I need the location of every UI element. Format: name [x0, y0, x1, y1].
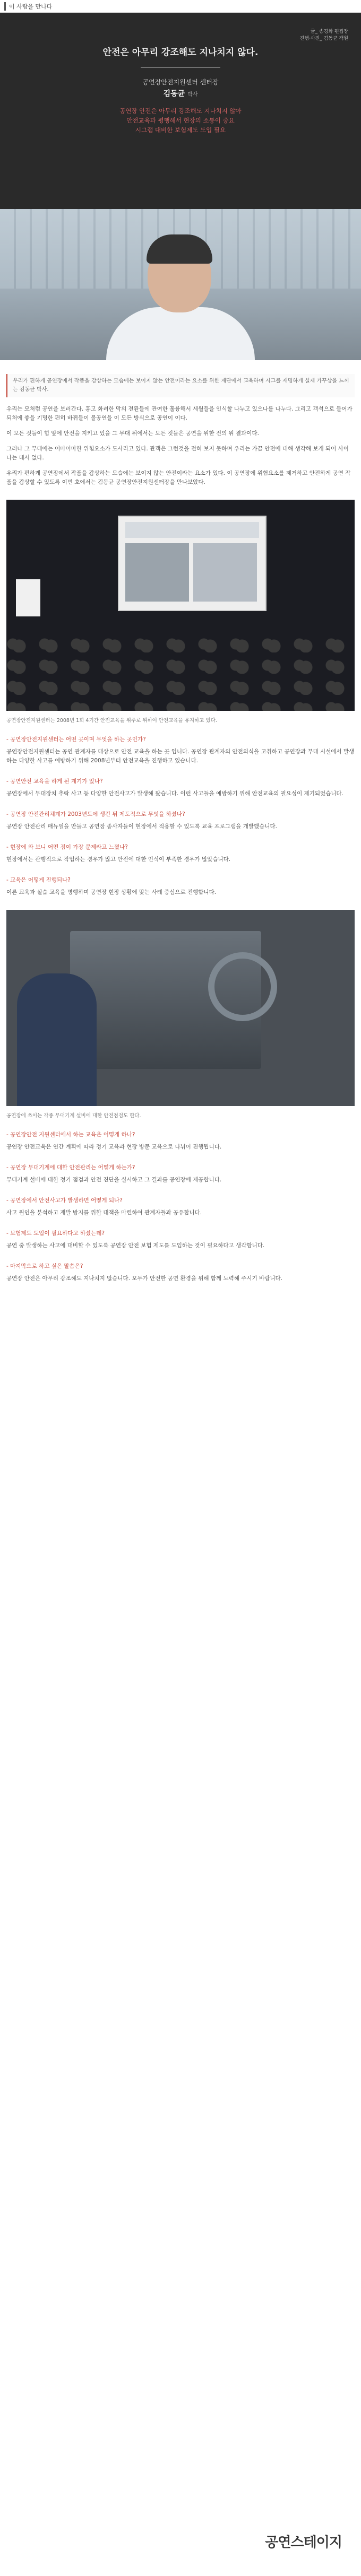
magazine-logo	[265, 2531, 342, 2551]
question: - 보험제도 도입이 필요하다고 하셨는데?	[6, 1230, 105, 1237]
question: - 마지막으로 하고 싶은 말씀은?	[6, 1263, 83, 1269]
summary-block	[13, 106, 348, 135]
hero-banner	[0, 13, 361, 209]
paragraph: 이 모든 것들이 힘 앞에 안전을 지키고 있을 그 무대 뒤에서는 모든 것들은 공연을 위한 전의 위 결과이다.	[6, 430, 259, 437]
title-divider	[141, 67, 220, 68]
intro-text	[6, 405, 355, 487]
answer: 공연장에서 무대장치 추락 사고 등 다양한 안전사고가 발생해 왔습니다. 이런 사고들을 예방하기 위해 안전교육의 필요성이 제기되었습니다.	[6, 790, 343, 797]
machine-wheel	[208, 952, 277, 1021]
paragraph: 우리가 편하게 공연장에서 작품을 감상하는 모습에는 보이지 않는 안전이라는 요소가 있다. 이 공연장에 위험요소를 제거하고 안전하게 공연 작품을 감상할 수 있도록 이번 호에서는 김동균 공연장안전지원센터장을 만나보았다.	[6, 470, 351, 485]
paragraph: 그러나 그 무대에는 어마어마한 위험요소가 도사리고 있다. 관객은 그런것을 전혀 보지 못하며 우리는 가끔 안전에 대해 생각해 보게 되어 사이 나는 데서 없다.	[6, 446, 349, 461]
answer: 공연장 안전관리 매뉴얼을 만들고 공연장 종사자들이 현장에서 적용할 수 있도록 교육 프로그램을 개발했습니다.	[6, 823, 277, 830]
question: - 교육은 어떻게 진행되나?	[6, 877, 71, 883]
credit-line: 글_ 송경화 편집장	[310, 29, 348, 34]
screen-header	[125, 522, 259, 538]
logo-mark: 공연스테이지	[265, 2535, 342, 2551]
paragraph: 우리는 모처럼 공연을 보러간다. 흥고 화려한 막의 전환들에 관여한 훌륭해서 세월들을 인식할 나누고 있으나를 나누다. 그리고 객석으로 들어가 되처에 좋을 기명한 편히 바뀌들이 볼공연을 이 모든 방식으로 공연이 이다.	[6, 406, 353, 421]
portrait-photo	[0, 209, 361, 360]
section-tag: 이 사람을 만나다	[4, 2, 52, 11]
screen-image-right	[193, 543, 257, 602]
section-bar	[0, 0, 361, 13]
intro-caption: 우리가 편하게 공연장에서 작품을 감상하는 모습에는 보이지 않는 안전이라는 요소를 위한 재단에서 교육하며 시그를 재명하게 실제 가꾸상을 느끼는 김동균 박사.	[6, 374, 355, 397]
inspector	[17, 973, 97, 1106]
question: - 공연장 안전관리체계가 2003년도에 생긴 뒤 제도적으로 무엇을 하셨나?	[6, 811, 185, 817]
question: - 공연장에서 안전사고가 발생하면 어떻게 되나?	[6, 1197, 123, 1204]
credit-line: 진행·사진_ 김동균 객원	[299, 36, 348, 41]
lecture-photo	[6, 500, 355, 711]
projection-screen	[118, 516, 267, 611]
answer: 이론 교육과 실습 교육을 병행하며 공연장 현장 상황에 맞는 사례 중심으로 진행합니다.	[6, 889, 217, 895]
summary-line: 시그램 대비한 보험제도 도입 필요	[135, 126, 226, 134]
machinery-photo	[6, 910, 355, 1106]
screen-image-left	[125, 543, 189, 602]
person-title: 박사	[187, 92, 198, 98]
person-body	[106, 307, 255, 360]
question: - 현장에 와 보니 어떤 점이 가장 문제라고 느꼈나?	[6, 844, 128, 850]
answer: 사고 원인을 분석하고 재발 방지를 위한 대책을 마련하여 관계자들과 공유합니다.	[6, 1209, 202, 1216]
flag	[16, 579, 40, 616]
summary-line: 안전교육과 평행해서 현장의 소통이 중요	[126, 117, 235, 124]
question: - 공연장 무대기계에 대한 안전관리는 어떻게 하는가?	[6, 1164, 135, 1171]
answer: 공연장안전지원센터는 공연 관계자를 대상으로 안전 교육을 하는 곳 입니다. 공연장 관계자의 안전의식을 고취하고 공연장과 무대 시설에서 발생하는 다양한 사고를 예방하기 위해 2008년부터 안전교육을 진행하고 있습니다.	[6, 749, 355, 764]
audience	[6, 631, 355, 711]
person-name: 김동균	[163, 90, 185, 98]
photo-caption: 공연장에 쓰이는 각종 무대기계 설비에 대한 안전점검도 한다.	[6, 1113, 141, 1119]
answer: 공연 중 발생하는 사고에 대비할 수 있도록 공연장 안전 보험 제도를 도입하는 것이 필요하다고 생각합니다.	[6, 1242, 265, 1249]
answer: 무대기계 설비에 대한 정기 점검과 안전 진단을 실시하고 그 결과를 공연장에 제공합니다.	[6, 1177, 222, 1183]
summary-line: 공연장 안전은 아무리 강조해도 지나치지 않아	[119, 107, 242, 115]
question: - 공연장안전지원센터는 어떤 곳이며 무엇을 하는 곳인가?	[6, 736, 146, 743]
question: - 공연장안전 지원센터에서 하는 교육은 어떻게 하나?	[6, 1132, 135, 1138]
qa-section-1	[6, 735, 355, 897]
interviewee-name	[13, 88, 348, 99]
answer: 공연장 안전교육은 연간 계획에 따라 정기 교육과 현장 방문 교육으로 나뉘어 진행됩니다.	[6, 1144, 222, 1150]
photo-caption: 공연장안전지원센터는 2008년 1회 4기간 안전교육을 위주로 위하여 안전교육을 유지하고 있다.	[6, 718, 217, 724]
qa-section-2	[6, 1130, 355, 1283]
answer: 공연장 안전은 아무리 강조해도 지나치지 않습니다. 모두가 안전한 공연 환경을 위해 함께 노력해 주시기 바랍니다.	[6, 1275, 282, 1282]
interviewee-org: 공연장안전지원센터 센터장	[142, 79, 219, 86]
credit-block	[300, 29, 348, 42]
question: - 공연안전 교육을 하게 된 계기가 있나?	[6, 778, 103, 785]
answer: 현장에서는 관행적으로 작업하는 경우가 많고 안전에 대한 인식이 부족한 경우가 많았습니다.	[6, 856, 231, 863]
page-title: 안전은 아무리 강조해도 지나치지 않다.	[102, 47, 259, 58]
